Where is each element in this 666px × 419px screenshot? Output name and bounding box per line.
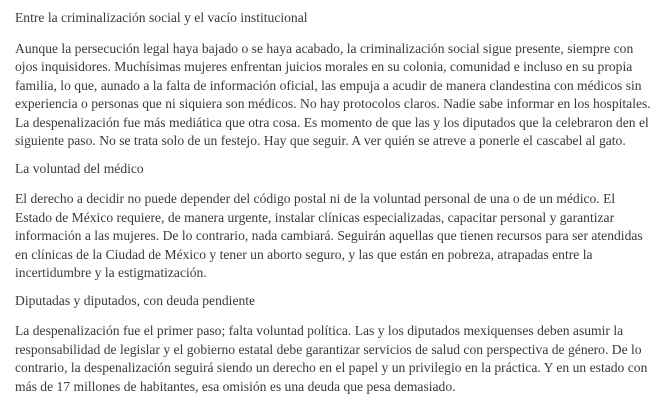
paragraph-criminalizacion: Aunque la persecución legal haya bajado o se haya acabado, la criminalización social sigue presente, siempre con ojos inquisidores. Muchísimas mujeres enfrentan juicios morales en su colonia, comunidad e incluso en su propia familia, lo que, aunado a la falta de información oficial, las empuja a acudir de manera clandestina con médicos sin experiencia o personas que ni siquiera son médicos. No hay protocolos claros. Nadie sabe informar en los hospitales. La despenalización fue más mediática que otra cosa. Es momento de que las y los diputados que la celebraron den el siguiente paso. No se trata solo de un festejo. Hay que seguir. A ver quién se atreve a ponerle el cascabel al gato. — [15, 40, 651, 148]
paragraph-voluntad-medico: El derecho a decidir no puede depender del código postal ni de la voluntad personal de una o de un médico. El Estado de México requiere, de manera urgente, instalar clínicas especializadas, capacitar personal y garantizar información a las mujeres. De lo contrario, nada cambiará. Seguirán aquellas que tienen recursos para ser atendidas en clínicas de la Ciudad de México y tener un aborto seguro, y las que están en pobreza, atrapadas entre la incertidumbre y la estigmatización. — [15, 191, 643, 280]
section-heading-criminalizacion: Entre la criminalización social y el vacío institucional — [15, 10, 308, 25]
paragraph-deuda-pendiente: La despenalización fue el primer paso; falta voluntad política. Las y los diputados mexiquenses deben asumir la responsabilidad de legislar y el gobierno estatal debe garantizar servicios de salud con perspectiva de género. De lo contrario, la despenalización seguirá siendo un derecho en el papel y un privilegio en la práctica. Y en un estado con más de 17 millones de habitantes, esa omisión es una deuda que pesa demasiado. — [15, 323, 648, 394]
section-heading-deuda-pendiente: Diputadas y diputados, con deuda pendiente — [15, 292, 256, 308]
section-heading-voluntad-medico: La voluntad del médico — [15, 160, 144, 176]
